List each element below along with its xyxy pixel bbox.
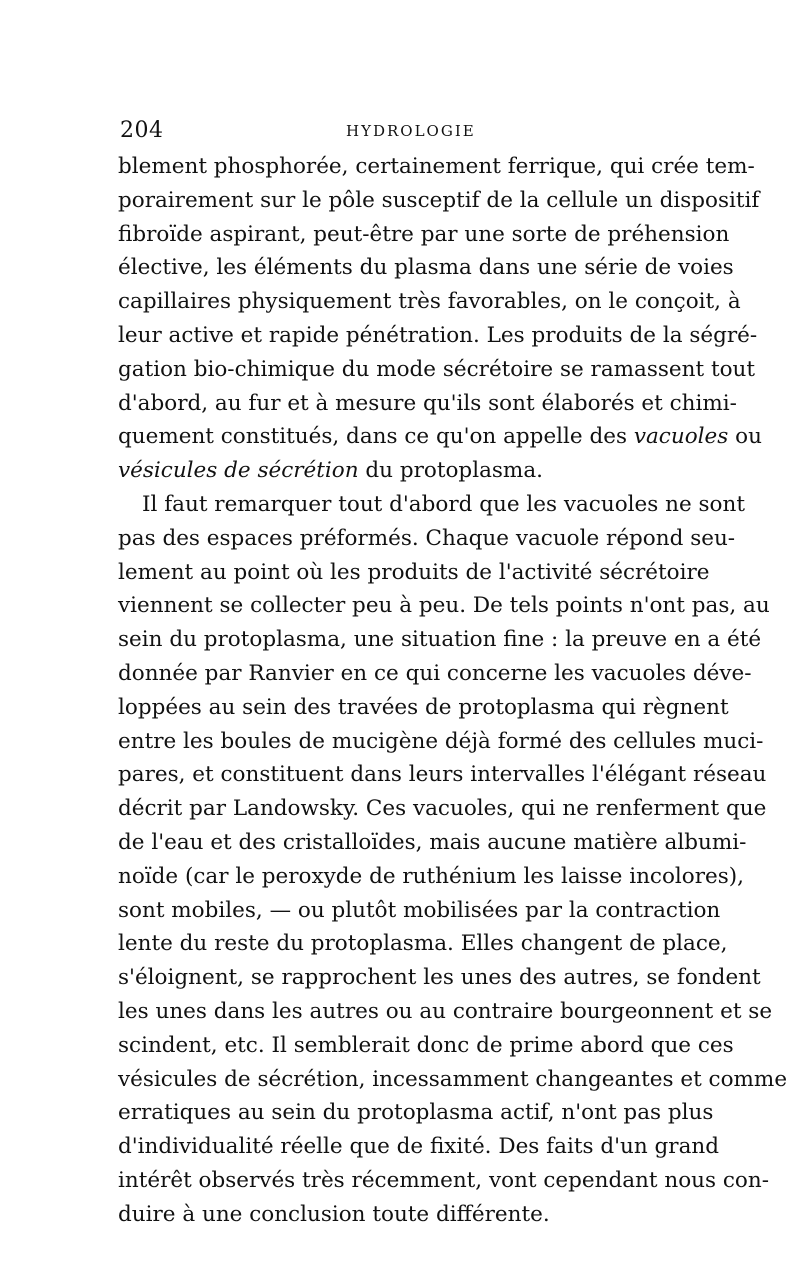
text-segment: quement constitués, dans ce qu'on appelle des <box>118 424 627 450</box>
text-line: pas des espaces préformés. Chaque vacuole répond seu- <box>118 525 736 551</box>
italic-term: vésicules de sécrétion <box>118 458 359 484</box>
text-line: leur active et rapide pénétration. Les produits de la ségré- <box>118 322 758 348</box>
text-line: blement phosphorée, certainement ferrique, qui crée tem- <box>118 154 755 179</box>
text-line: entre les boules de mucigène déjà formé des cellules muci- <box>118 728 764 754</box>
text-line: erratiques au sein du protoplasma actif, n'ont pas plus <box>118 1100 714 1126</box>
italic-term: vacuoles <box>633 424 729 450</box>
text-line: pares, et constituent dans leurs intervalles l'élégant réseau <box>118 762 767 788</box>
text-line: gation bio-chimique du mode sécrétoire se ramassent tout <box>118 356 756 382</box>
text-line: loppées au sein des travées de protoplasma qui règnent <box>118 694 729 720</box>
text-line: de l'eau et des cristalloïdes, mais aucune matière albumi- <box>118 829 747 855</box>
text-line: duire à une conclusion toute différente. <box>118 1201 550 1227</box>
text-line: s'éloignent, se rapprochent les unes des autres, se fondent <box>118 965 761 991</box>
page-number: 204 <box>120 118 164 143</box>
text-line: élective, les éléments du plasma dans une série de voies <box>118 255 734 281</box>
text-line: donnée par Ranvier en ce qui concerne les vacuoles déve- <box>118 660 752 686</box>
text-line: d'abord, au fur et à mesure qu'ils sont élaborés et chimi- <box>118 390 737 416</box>
text-line <box>118 420 762 454</box>
text-line: intérêt observés très récemment, vont cependant nous con- <box>118 1167 769 1193</box>
running-head: HYDROLOGIE <box>346 122 476 140</box>
text-segment: ou <box>735 424 762 450</box>
paragraph-2 <box>118 488 788 1232</box>
text-line: d'individualité réelle que de fixité. Des faits d'un grand <box>118 1134 719 1160</box>
text-line: capillaires physiquement très favorables, on le conçoit, à <box>118 289 741 315</box>
text-line: lement au point où les produits de l'activité sécrétoire <box>118 559 710 585</box>
text-line: Il faut remarquer tout d'abord que les vacuoles ne sont <box>142 491 745 517</box>
text-segment: du protoplasma. <box>365 458 543 484</box>
text-line: fibroïde aspirant, peut-être par une sorte de préhension <box>118 221 730 247</box>
text-line: sein du protoplasma, une situation fine : la preuve en a été <box>118 627 762 653</box>
text-line: les unes dans les autres ou au contraire bourgeonnent et se <box>118 998 773 1024</box>
text-line: décrit par Landowsky. Ces vacuoles, qui ne renferment que <box>118 796 767 822</box>
body-text <box>118 150 788 1232</box>
text-line: porairement sur le pôle susceptif de la cellule un dispositif <box>118 187 760 213</box>
text-line: noïde (car le peroxyde de ruthénium les laisse incolores), <box>118 863 744 889</box>
text-line: viennent se collecter peu à peu. De tels points n'ont pas, au <box>118 593 770 619</box>
text-line: sont mobiles, — ou plutôt mobilisées par la contraction <box>118 897 721 923</box>
text-line: scindent, etc. Il semblerait donc de prime abord que ces <box>118 1032 734 1058</box>
text-line <box>118 454 680 488</box>
paragraph-1 <box>118 150 762 488</box>
text-line: lente du reste du protoplasma. Elles changent de place, <box>118 931 728 957</box>
text-line: vésicules de sécrétion, incessamment changeantes et comme <box>118 1066 788 1092</box>
